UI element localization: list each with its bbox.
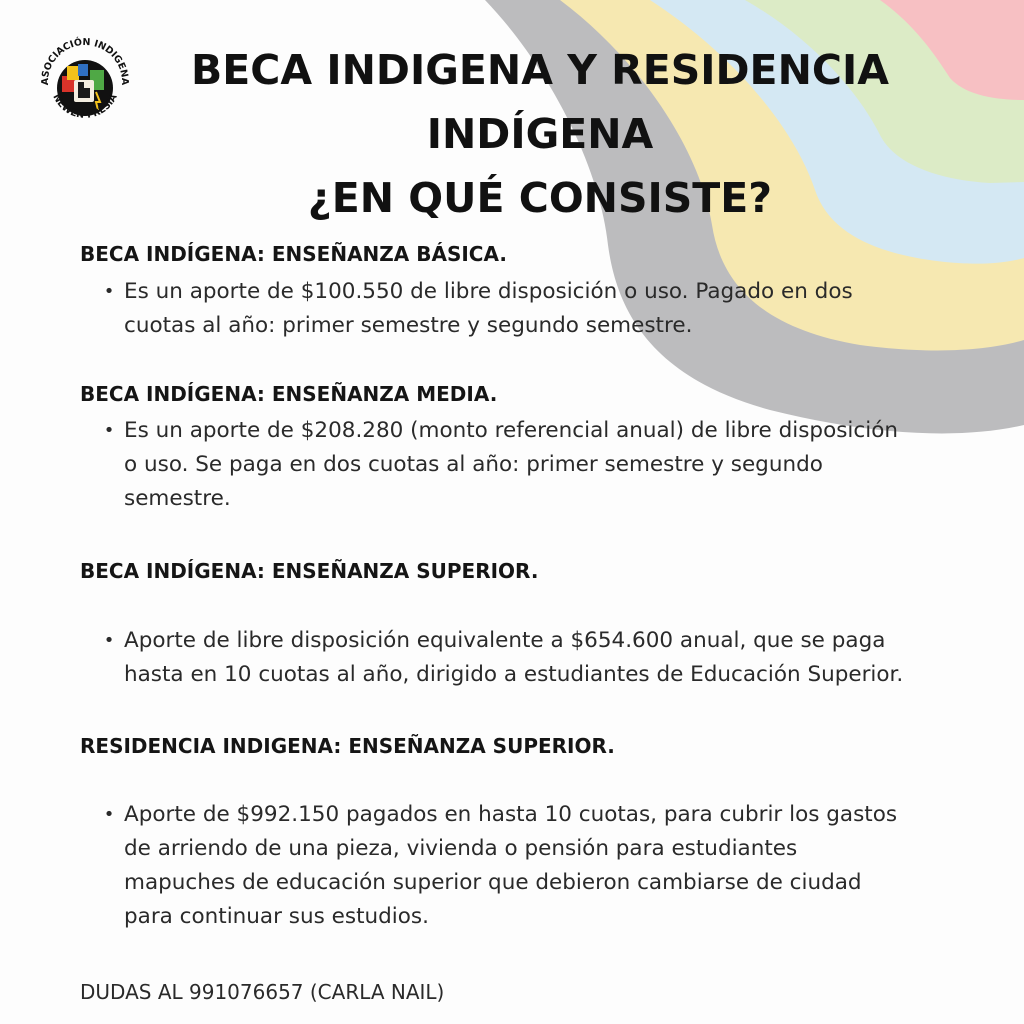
bullet-line: Aporte de libre disposición equivalente a $654.600 anual, que se paga <box>124 628 886 653</box>
bullet-line: Es un aporte de $100.550 de libre disposición o uso. Pagado en dos <box>124 279 853 304</box>
contact-footer: DUDAS AL 991076657 (CARLA NAIL) <box>80 980 445 1004</box>
bullet-item-residencia <box>100 798 1010 934</box>
bullet-dot-icon: • <box>103 804 115 825</box>
logo-bottom-text: NEWEN-FRESIA <box>50 92 120 121</box>
bullet-dot-icon: • <box>103 630 115 651</box>
section-heading-residencia: RESIDENCIA INDIGENA: ENSEÑANZA SUPERIOR. <box>80 734 615 758</box>
title-line-3: ¿EN QUÉ CONSISTE? <box>307 174 773 222</box>
logo-top-text: ASOCIACIÓN INDIGENA <box>39 36 131 86</box>
section-heading-media: BECA INDÍGENA: ENSEÑANZA MEDIA. <box>80 382 498 406</box>
section-heading-superior: BECA INDÍGENA: ENSEÑANZA SUPERIOR. <box>80 559 539 583</box>
bullet-line: mapuches de educación superior que debieron cambiarse de ciudad <box>124 870 862 895</box>
bullet-dot-icon: • <box>103 420 115 441</box>
bullet-item-basica <box>100 275 1010 343</box>
bullet-line: Aporte de $992.150 pagados en hasta 10 cuotas, para cubrir los gastos <box>124 802 898 827</box>
bullet-line: Es un aporte de $208.280 (monto referencial anual) de libre disposición <box>124 418 898 443</box>
bullet-line: semestre. <box>124 486 231 511</box>
bullet-line: para continuar sus estudios. <box>124 904 429 929</box>
title-line-2: INDÍGENA <box>426 110 654 158</box>
bullet-item-media <box>100 414 1010 516</box>
bullet-line: cuotas al año: primer semestre y segundo semestre. <box>124 313 693 338</box>
bullet-line: de arriendo de una pieza, vivienda o pensión para estudiantes <box>124 836 798 861</box>
title-line-1: BECA INDIGENA Y RESIDENCIA <box>191 46 889 94</box>
page-title <box>120 38 960 230</box>
bullet-dot-icon: • <box>103 281 115 302</box>
bullet-item-superior <box>100 624 1010 692</box>
bullet-line: hasta en 10 cuotas al año, dirigido a estudiantes de Educación Superior. <box>124 662 904 687</box>
section-heading-basica: BECA INDÍGENA: ENSEÑANZA BÁSICA. <box>80 242 507 266</box>
bullet-line: o uso. Se paga en dos cuotas al año: primer semestre y segundo <box>124 452 823 477</box>
